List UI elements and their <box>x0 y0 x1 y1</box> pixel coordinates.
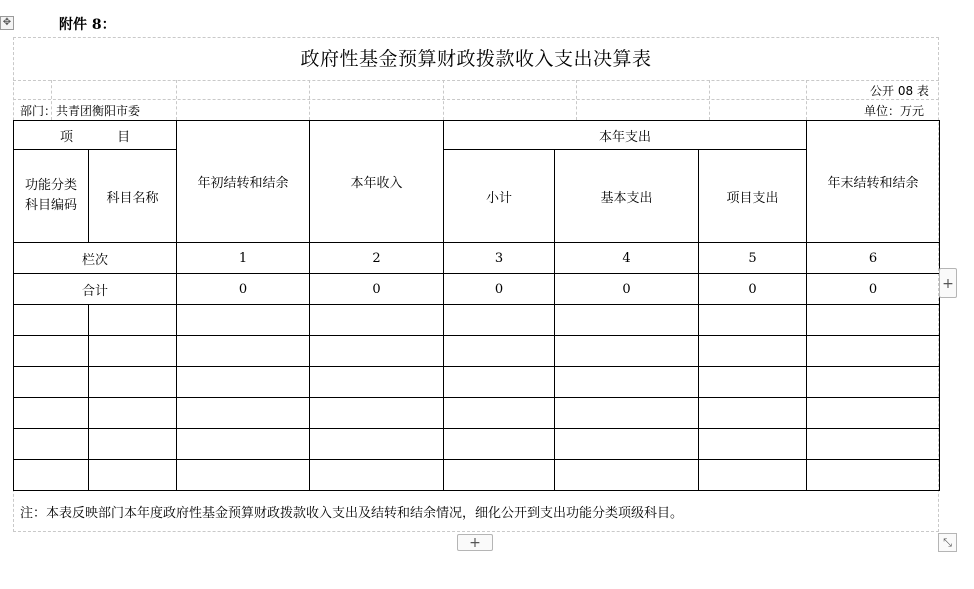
empty-cell[interactable] <box>89 305 177 336</box>
row-total-label[interactable]: 合计 <box>14 274 177 305</box>
unit-label: 单位：万元 <box>864 104 925 118</box>
empty-cell[interactable] <box>699 367 807 398</box>
gridline <box>13 80 939 81</box>
empty-cell[interactable] <box>444 398 555 429</box>
header-item[interactable]: 项 目 <box>14 121 177 150</box>
department-label: 部门：共青团衡阳市委 <box>20 104 141 118</box>
empty-cell[interactable] <box>177 336 310 367</box>
empty-cell[interactable] <box>89 398 177 429</box>
empty-cell[interactable] <box>699 429 807 460</box>
empty-cell[interactable] <box>310 460 444 491</box>
budget-table <box>13 120 940 491</box>
index-cell[interactable]: 3 <box>444 243 555 274</box>
total-cell[interactable]: 0 <box>310 274 444 305</box>
table-row-empty <box>14 460 940 491</box>
empty-cell[interactable] <box>310 367 444 398</box>
empty-cell[interactable] <box>555 367 699 398</box>
empty-cell[interactable] <box>444 305 555 336</box>
empty-cell[interactable] <box>699 305 807 336</box>
table-title: 政府性基金预算财政拨款收入支出决算表 <box>300 48 652 70</box>
empty-cell[interactable] <box>444 336 555 367</box>
empty-cell[interactable] <box>89 336 177 367</box>
empty-cell[interactable] <box>807 367 940 398</box>
gridline <box>709 80 710 120</box>
empty-cell[interactable] <box>177 398 310 429</box>
empty-cell[interactable] <box>14 460 89 491</box>
table-row-empty <box>14 429 940 460</box>
empty-cell[interactable] <box>14 367 89 398</box>
index-cell[interactable]: 5 <box>699 243 807 274</box>
empty-cell[interactable] <box>807 336 940 367</box>
index-cell[interactable]: 4 <box>555 243 699 274</box>
table-row-empty <box>14 398 940 429</box>
empty-cell[interactable] <box>177 367 310 398</box>
index-cell[interactable]: 1 <box>177 243 310 274</box>
table-row-total <box>14 274 940 305</box>
table-code: 公开 08 表 <box>870 84 929 98</box>
total-cell[interactable]: 0 <box>444 274 555 305</box>
attachment-label: 附件 8： <box>59 17 116 33</box>
table-row-empty <box>14 336 940 367</box>
header-income[interactable]: 本年收入 <box>310 121 444 243</box>
row-index-label[interactable]: 栏次 <box>14 243 177 274</box>
header-basic-expenditure[interactable]: 基本支出 <box>555 150 699 243</box>
header-subtotal[interactable]: 小计 <box>444 150 555 243</box>
header-begin-balance[interactable]: 年初结转和结余 <box>177 121 310 243</box>
empty-cell[interactable] <box>555 336 699 367</box>
empty-cell[interactable] <box>807 429 940 460</box>
empty-cell[interactable] <box>310 398 444 429</box>
empty-cell[interactable] <box>807 305 940 336</box>
add-row-plus-icon[interactable]: + <box>457 534 493 551</box>
header-subject-name[interactable]: 科目名称 <box>89 150 177 243</box>
empty-cell[interactable] <box>555 429 699 460</box>
header-project-expenditure[interactable]: 项目支出 <box>699 150 807 243</box>
total-cell[interactable]: 0 <box>699 274 807 305</box>
empty-cell[interactable] <box>699 398 807 429</box>
gridline <box>443 80 444 120</box>
empty-cell[interactable] <box>310 336 444 367</box>
header-end-balance[interactable]: 年末结转和结余 <box>807 121 940 243</box>
empty-cell[interactable] <box>14 336 89 367</box>
empty-cell[interactable] <box>444 460 555 491</box>
resize-icon[interactable]: ⤡ <box>938 533 957 552</box>
table-row-empty <box>14 367 940 398</box>
gridline <box>13 99 939 100</box>
empty-cell[interactable] <box>14 398 89 429</box>
empty-cell[interactable] <box>807 460 940 491</box>
gridline <box>576 80 577 120</box>
empty-cell[interactable] <box>555 305 699 336</box>
empty-cell[interactable] <box>310 305 444 336</box>
empty-cell[interactable] <box>14 429 89 460</box>
empty-cell[interactable] <box>555 398 699 429</box>
empty-cell[interactable] <box>310 429 444 460</box>
header-expenditure-group[interactable]: 本年支出 <box>444 121 807 150</box>
empty-cell[interactable] <box>444 429 555 460</box>
add-column-plus-icon[interactable]: + <box>939 268 957 298</box>
total-cell[interactable]: 0 <box>555 274 699 305</box>
empty-cell[interactable] <box>444 367 555 398</box>
gridline <box>176 80 177 120</box>
table-row-index <box>14 243 940 274</box>
empty-cell[interactable] <box>699 336 807 367</box>
gridline <box>806 80 807 120</box>
empty-cell[interactable] <box>699 460 807 491</box>
index-cell[interactable]: 2 <box>310 243 444 274</box>
empty-cell[interactable] <box>177 429 310 460</box>
empty-cell[interactable] <box>555 460 699 491</box>
index-cell[interactable]: 6 <box>807 243 940 274</box>
total-cell[interactable]: 0 <box>177 274 310 305</box>
empty-cell[interactable] <box>14 305 89 336</box>
empty-cell[interactable] <box>89 367 177 398</box>
move-table-icon[interactable]: ✥ <box>0 16 14 30</box>
empty-cell[interactable] <box>807 398 940 429</box>
total-cell[interactable]: 0 <box>807 274 940 305</box>
gridline <box>309 80 310 120</box>
empty-cell[interactable] <box>177 460 310 491</box>
header-func-code[interactable]: 功能分类科目编码 <box>14 150 89 243</box>
empty-cell[interactable] <box>89 460 177 491</box>
empty-cell[interactable] <box>89 429 177 460</box>
empty-cell[interactable] <box>177 305 310 336</box>
table-row-empty <box>14 305 940 336</box>
table-note: 注：本表反映部门本年度政府性基金预算财政拨款收入支出及结转和结余情况，细化公开到支出功能分类项级科目。 <box>20 506 684 521</box>
